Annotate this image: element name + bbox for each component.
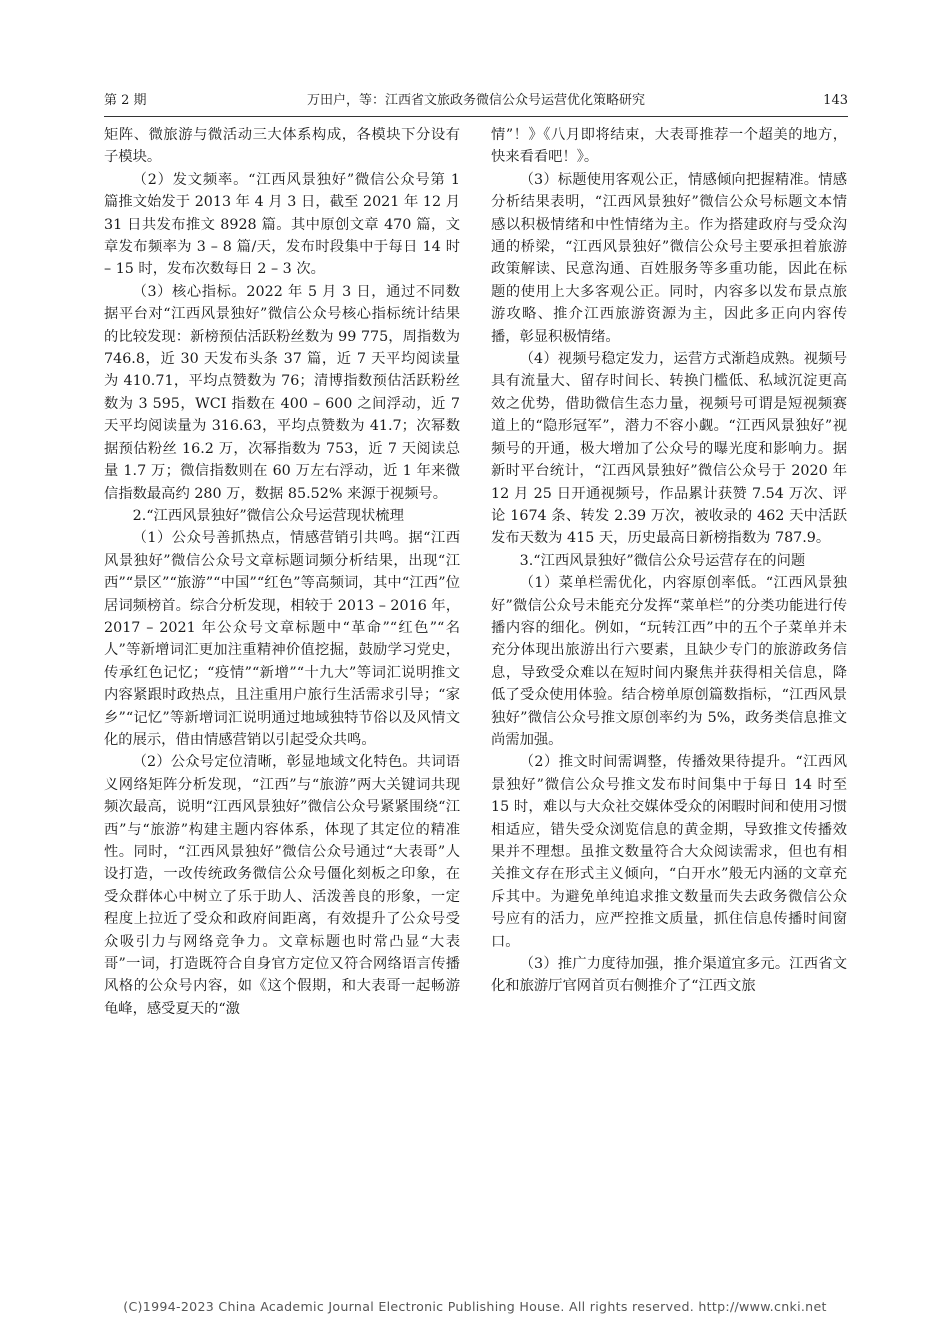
- paragraph: （2）推文时间需调整，传播效果待提升。“江西风景独好”微信公众号推文发布时间集中于每日 14 时至 15 时，难以与大众社交媒体受众的闲暇时间和使用习惯相适应，错失受众浏览信息的黄金期，导致推文传播效果并不理想。虽推文数量符合大众阅读需求，但也有相关推文存在形式主义倾向，“白开水”般无内涵的文章充斥其中。为避免单纯追求推文数量而失去政务微信公众号应有的活力，应严控推文质量，抓住信息传播时间窗口。: [491, 754, 847, 950]
- page-number: 143: [823, 93, 848, 108]
- paragraph: （3）标题使用客观公正，情感倾向把握精准。情感分析结果表明，“江西风景独好”微信公众号标题文本情感以积极情绪和中性情绪为主。作为搭建政府与受众沟通的桥梁，“江西风景独好”微信公众号主要承担着旅游政策解读、民意沟通、百姓服务等多重功能，因此在标题的使用上大多客观公正。同时，内容多以发布景点旅游攻略、推介江西旅游资源为主，因此多正向内容传播，彰显积极情绪。: [491, 171, 847, 345]
- running-title: 万田户，等：江西省文旅政务微信公众号运营优化策略研究: [306, 93, 645, 108]
- copyright-footer: (C)1994-2023 China Academic Journal Electronic Publishing House. All rights reserved. http://www.cnki.net: [123, 1299, 827, 1314]
- paragraph: （3）推广力度待加强，推介渠道宜多元。江西省文化和旅游厅官网首页右侧推介了“江西文旅: [491, 956, 847, 995]
- paragraph: （1）公众号善抓热点，情感营销引共鸣。据“江西风景独好”微信公众号文章标题词频分析结果，出现“江西”“景区”“旅游”“中国”“红色”等高频词，其中“江西”位居词频榜首。综合分析发现，相较于 2013 – 2016 年，2017 – 2021 年公众号文章标题中“革命”“红色”“名人”等新增词汇更加注重精神价值挖掘，鼓励学习党史，传承红色记忆；“疫情”“新增”“十九大”等词汇说明推文内容紧跟时政热点，且注重用户旅行生活需求引导；“家乡”“记忆”等新增词汇说明通过地域独特节俗以及风情文化的展示，借由情感营销以引起受众共鸣。: [104, 530, 460, 748]
- header-rule: [104, 116, 848, 117]
- paragraph: （4）视频号稳定发力，运营方式渐趋成熟。视频号具有流量大、留存时间长、转换门槛低、私域沉淀更高效之优势，借助微信生态力量，视频号可谓是短视频赛道上的“隐形冠军”，潜力不容小觑。“江西风景独好”视频号的开通，极大增加了公众号的曝光度和影响力。据新时平台统计，“江西风景独好”微信公众号于 2020 年 12 月 25 日开通视频号，作品累计获赞 7.54 万次、评论 1674 条、转发 2.39 万次，被收录的 462 天中活跃发布天数为 415 天，历史最高日新榜指数为 787.9。: [491, 351, 847, 547]
- paragraph: （1）菜单栏需优化，内容原创率低。“江西风景独好”微信公众号未能充分发挥“菜单栏”的分类功能进行传播内容的细化。例如，“玩转江西”中的五个子菜单并未充分体现出旅游出行六要素，且缺少专门的旅游政务信息，导致受众难以在短时间内聚焦并获得相关信息，降低了受众使用体验。结合榜单原创篇数指标，“江西风景独好”微信公众号推文原创率约为 5%，政务类信息推文尚需加强。: [491, 575, 847, 748]
- paragraph: 2.“江西风景独好”微信公众号运营现状梳理: [132, 507, 404, 524]
- paragraph: 矩阵、微旅游与微活动三大体系构成，各模块下分设有子模块。: [104, 127, 460, 166]
- page-header: [104, 90, 848, 112]
- paragraph: （2）发文频率。“江西风景独好”微信公众号第 1 篇推文始发于 2013 年 4 月 3 日，截至 2021 年 12 月 31 日共发布推文 8928 篇。其中原创文章 470 篇，文章发布频率为 3 – 8 篇/天，发布时段集中于每日 14 时 – 15 时，发布次数每日 2 – 3 次。: [104, 171, 460, 278]
- issue-number: 第 2 期: [104, 93, 147, 108]
- paragraph: 3.“江西风景独好”微信公众号运营存在的问题: [519, 552, 806, 569]
- paragraph: （3）核心指标。2022 年 5 月 3 日，通过不同数据平台对“江西风景独好”微信公众号核心指标统计结果的比较发现：新榜预估活跃粉丝数为 99 775，周指数为 746.8，近 30 天发布头条 37 篇，近 7 天平均阅读量为 410.71，平均点赞数为 76；清博指数预估活跃粉丝数为 3 595，WCI 指数在 400 – 600 之间浮动，近 7 天平均阅读量为 316.63，平均点赞数为 41.7；次幂数据预估粉丝 16.2 万，次幂指数为 753，近 7 天阅读总量 1.7 万；微信指数则在 60 万左右浮动，近 1 年来微信指数最高约 280 万，数据 85.52% 来源于视频号。: [104, 283, 460, 502]
- right-column: [491, 124, 847, 1294]
- paragraph: （2）公众号定位清晰，彰显地域文化特色。共词语义网络矩阵分析发现，“江西”与“旅游”两大关键词共现频次最高，说明“江西风景独好”微信公众号紧紧围绕“江西”与“旅游”构建主题内容体系，体现了其定位的精准性。同时，“江西风景独好”微信公众号通过“大表哥”人设打造，一改传统政务微信公众号僵化刻板之印象，在受众群体心中树立了乐于助人、活泼善良的形象，一定程度上拉近了受众和政府间距离，有效提升了公众号受众吸引力与网络竞争力。文章标题也时常凸显“大表哥”一词，打造既符合自身官方定位又符合网络语言传播风格的公众号内容，如《这个假期，和大表哥一起畅游龟峰，感受夏天的“激: [104, 754, 460, 1017]
- left-column: [104, 124, 460, 1294]
- paragraph: 情”！》《八月即将结束，大表哥推荐一个超美的地方，快来看看吧！》。: [491, 127, 847, 166]
